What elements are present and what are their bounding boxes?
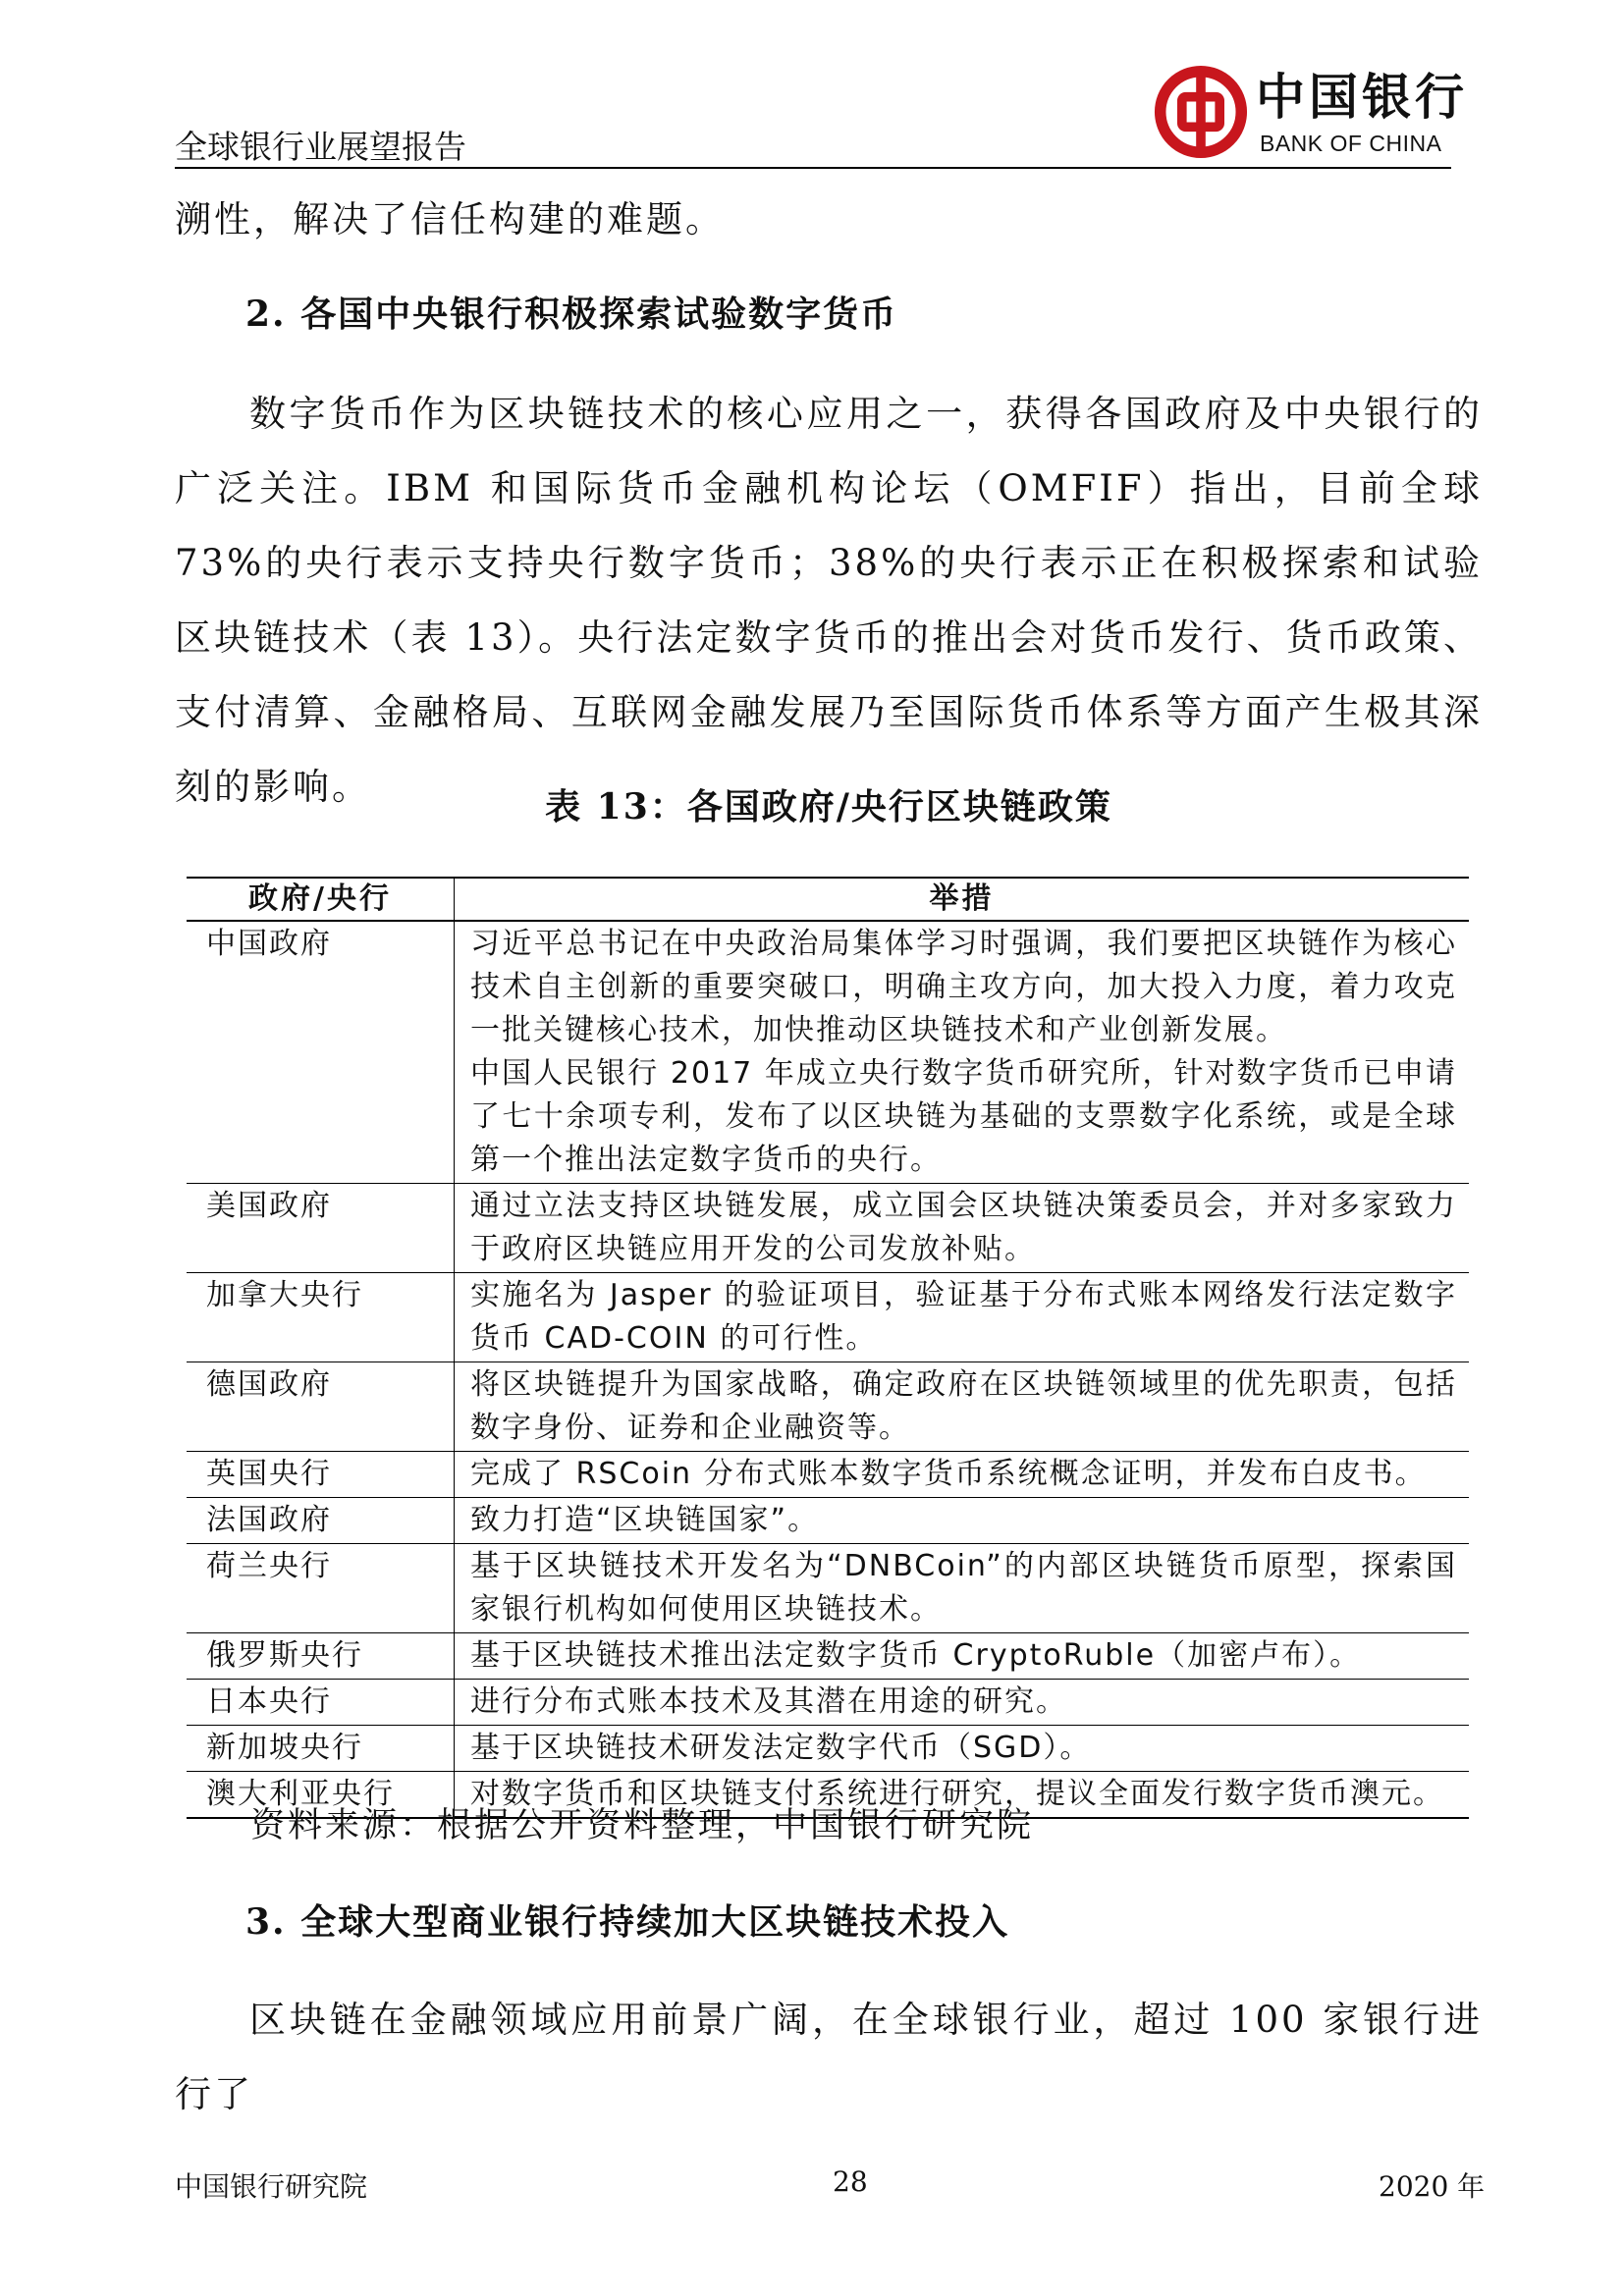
logo-english-name: BANK OF CHINA: [1260, 131, 1442, 156]
section-heading-2: 2. 各国中央银行积极探索试验数字货币: [245, 294, 898, 335]
entity-cell: 日本央行: [187, 1680, 455, 1726]
measure-text: 习近平总书记在中央政治局集体学习时强调，我们要把区块链作为核心技术自主创新的重要突破口，明确主攻方向，加大投入力度，着力攻克一批关键核心技术，加快推动区块链技术和产业创新发展。: [470, 927, 1457, 1047]
table-source-note: 资料来源：根据公开资料整理，中国银行研究院: [250, 1806, 1035, 1845]
table-row: [187, 1726, 1469, 1772]
bank-of-china-emblem-icon: [1154, 65, 1248, 159]
footer-institution: 中国银行研究院: [175, 2170, 368, 2203]
section-heading-3: 3. 全球大型商业银行持续加大区块链技术投入: [245, 1901, 1010, 1943]
measures-cell: 基于区块链技术开发名为“DNBCoin”的内部区块链货币原型，探索国家银行机构如何使用区块链技术。: [455, 1544, 1470, 1633]
entity-cell: 荷兰央行: [187, 1544, 455, 1633]
paragraph-commercial-banks: 区块链在金融领域应用前景广阔，在全球银行业，超过 100 家银行进行了: [175, 1999, 1483, 2115]
table-header-row: [187, 878, 1469, 921]
bank-of-china-logo: [1154, 65, 1468, 163]
measure-text: 中国人民银行 2017 年成立央行数字货币研究所，针对数字货币已申请了七十余项专利，发布了以区块链为基础的支票数字化系统，或是全球第一个推出法定数字货币的央行。: [470, 1056, 1457, 1177]
column-header-measures: 举措: [455, 878, 1470, 921]
table-row: [187, 1633, 1469, 1680]
entity-cell: 法国政府: [187, 1498, 455, 1544]
measures-cell: 对数字货币和区块链支付系统进行研究，提议全面发行数字货币澳元。: [455, 1772, 1470, 1819]
entity-cell: 澳大利亚央行: [187, 1772, 455, 1819]
measures-cell: [455, 921, 1470, 1184]
entity-cell: 德国政府: [187, 1362, 455, 1452]
measures-cell: 基于区块链技术推出法定数字货币 CryptoRuble（加密卢布）。: [455, 1633, 1470, 1680]
page-number: 28: [833, 2165, 868, 2198]
table-row: [187, 1498, 1469, 1544]
table-caption: 表 13：各国政府/央行区块链政策: [545, 786, 1112, 828]
entity-cell: 新加坡央行: [187, 1726, 455, 1772]
column-header-entity: 政府/央行: [187, 878, 455, 921]
measures-cell: 实施名为 Jasper 的验证项目，验证基于分布式账本网络发行法定数字货币 CAD-COIN 的可行性。: [455, 1273, 1470, 1362]
logo-chinese-name: 中国银行: [1256, 68, 1468, 126]
entity-cell: 中国政府: [187, 921, 455, 1184]
measures-cell: 通过立法支持区块链发展，成立国会区块链决策委员会，并对多家致力于政府区块链应用开发的公司发放补贴。: [455, 1184, 1470, 1273]
measures-cell: 将区块链提升为国家战略，确定政府在区块链领域里的优先职责，包括数字身份、证券和企业融资等。: [455, 1362, 1470, 1452]
footer-year: 2020 年: [1379, 2170, 1486, 2203]
measures-cell: 致力打造“区块链国家”。: [455, 1498, 1470, 1544]
table-row: [187, 1452, 1469, 1498]
header-divider: [175, 167, 1451, 169]
table-row: [187, 1184, 1469, 1273]
paragraph-digital-currency: 数字货币作为区块链技术的核心应用之一，获得各国政府及中央银行的广泛关注。IBM 和国际货币金融机构论坛（OMFIF）指出，目前全球 73%的央行表示支持央行数字货币；38%的央行表示正在积极探索和试验区块链技术（表 13）。央行法定数字货币的推出会对货币发行、货币政策、支付清算、金融格局、互联网金融发展乃至国际货币体系等方面产生极其深刻的影响。: [175, 393, 1483, 808]
table-row: [187, 1680, 1469, 1726]
measures-cell: 基于区块链技术研发法定数字代币（SGD）。: [455, 1726, 1470, 1772]
measures-cell: 完成了 RSCoin 分布式账本数字货币系统概念证明，并发布白皮书。: [455, 1452, 1470, 1498]
table-row: [187, 1273, 1469, 1362]
entity-cell: 加拿大央行: [187, 1273, 455, 1362]
policy-table: [187, 877, 1469, 1819]
entity-cell: 俄罗斯央行: [187, 1633, 455, 1680]
table-row: [187, 1544, 1469, 1633]
measures-cell: 进行分布式账本技术及其潜在用途的研究。: [455, 1680, 1470, 1726]
entity-cell: 美国政府: [187, 1184, 455, 1273]
paragraph-continued: 溯性，解决了信任构建的难题。: [175, 198, 725, 240]
report-title: 全球银行业展望报告: [175, 128, 466, 166]
table-row: [187, 921, 1469, 1184]
table-row: [187, 1362, 1469, 1452]
entity-cell: 英国央行: [187, 1452, 455, 1498]
